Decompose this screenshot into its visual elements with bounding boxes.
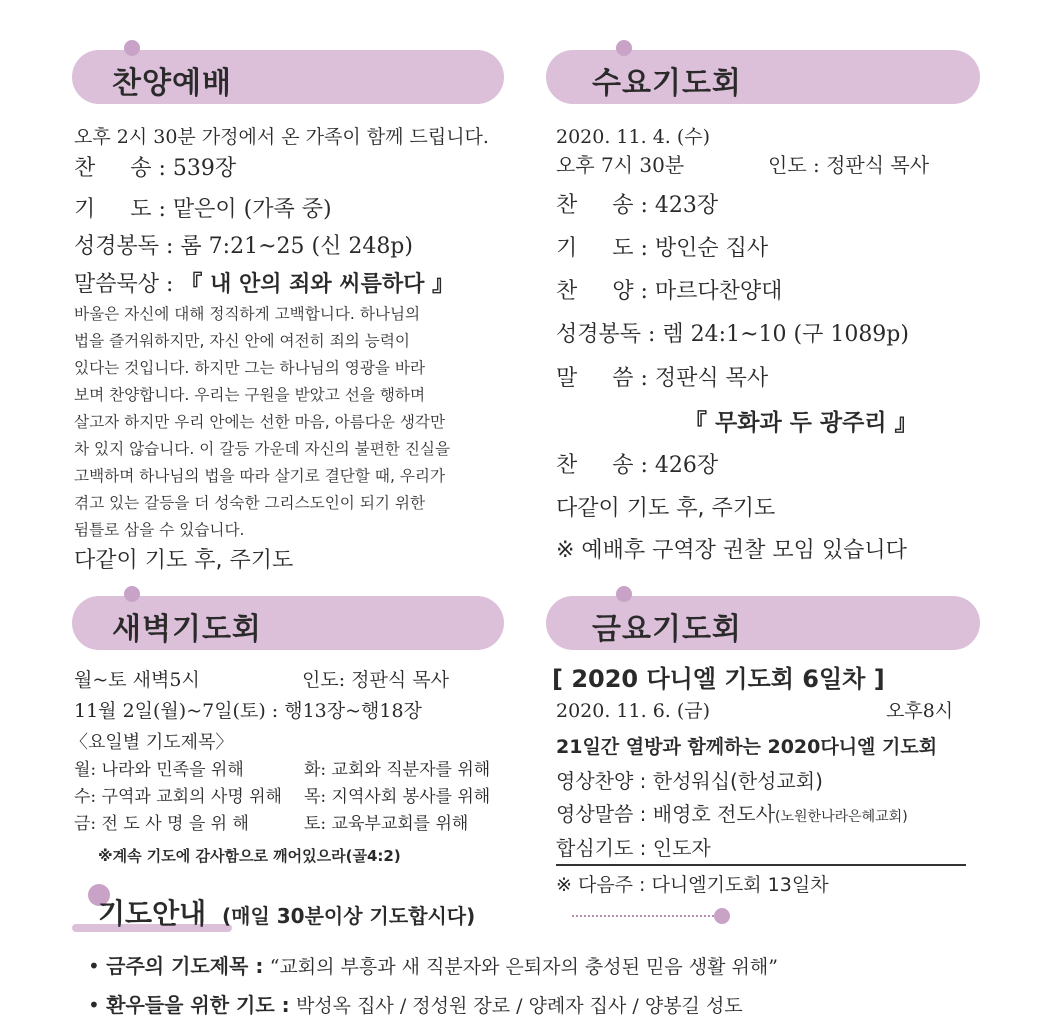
label: 합심기도 :	[556, 836, 647, 860]
wednesday-closing: 다같이 기도 후, 주기도	[556, 496, 776, 521]
worship-meditation	[74, 272, 454, 298]
paragraph-line: 보며 찬양합니다. 우리는 구원을 받았고 선을 행하며	[74, 386, 426, 404]
friday-subtitle: 21일간 열방과 함께하는 2020다니엘 기도회	[556, 736, 938, 758]
value: “교회의 부흥과 새 직분자와 은퇴자의 충성된 믿음 생활 위해”	[269, 956, 778, 978]
decoration-dot	[124, 586, 140, 602]
value: 『 내 안의 죄와 씨름하다 』	[180, 272, 454, 297]
friday-video-praise	[556, 768, 823, 794]
worship-hymn	[74, 156, 236, 182]
guide-title: 기도안내	[98, 897, 207, 930]
value: 맡은이 (가족 중)	[172, 197, 332, 222]
friday-next: ※ 다음주 : 다니엘기도회 13일차	[556, 874, 829, 896]
wednesday-scripture	[556, 322, 909, 348]
friday-unison	[556, 835, 711, 861]
dawn-leader: 인도: 정판식 목사	[302, 669, 449, 691]
wednesday-hymn2	[556, 453, 718, 479]
dawn-row-left: 월: 나라와 민족을 위해	[74, 760, 244, 780]
bullet: •	[88, 993, 100, 1017]
dawn-row-left: 수: 구역과 교회의 사명 위해	[74, 787, 282, 807]
paragraph-line: 바울은 자신에 대해 정직하게 고백합니다. 하나님의	[74, 305, 421, 323]
label: 찬 송 :	[556, 453, 648, 478]
friday-divider	[556, 864, 966, 866]
label: 기 도 :	[556, 236, 648, 261]
label: 영상찬양 :	[556, 769, 647, 793]
label: 성경봉독 :	[556, 322, 656, 347]
wednesday-date: 2020. 11. 4. (수)	[556, 126, 711, 148]
decoration-dot	[714, 908, 730, 924]
decoration-dot	[616, 40, 632, 56]
friday-video-sermon	[556, 801, 908, 830]
paragraph-line: 있다는 것입니다. 하지만 그는 하나님의 영광을 바라	[74, 359, 426, 377]
label: 성경봉독 :	[74, 234, 174, 259]
dawn-row-left: 금: 전 도 사 명 을 위 해	[74, 814, 249, 834]
value: 롬 7:21~25 (신 248p)	[180, 234, 413, 259]
wednesday-prayer	[556, 236, 768, 262]
worship-closing: 다같이 기도 후, 주기도	[74, 548, 294, 573]
value: 렘 24:1~10 (구 1089p)	[662, 322, 909, 347]
wednesday-title: 수요기도회	[592, 66, 742, 101]
paragraph-line: 살고자 하지만 우리 안에는 선한 마음, 아름다운 생각만	[74, 413, 446, 431]
dawn-range: 11월 2일(월)~7일(토) : 행13장~행18장	[74, 700, 422, 722]
guide-subtitle: (매일 30분이상 기도합시다)	[222, 904, 476, 928]
value: 배영호 전도사	[652, 802, 776, 826]
paragraph-line: 겪고 있는 갈등을 더 성숙한 그리스도인이 되기 위한	[74, 494, 426, 512]
value: 426장	[654, 453, 719, 478]
dawn-row-right: 토: 교육부교회를 위해	[304, 814, 469, 834]
guide-item	[88, 992, 743, 1019]
wednesday-praise	[556, 279, 782, 305]
worship-title: 찬양예배	[112, 66, 232, 101]
value: 박성옥 집사 / 정성원 장로 / 양례자 집사 / 양봉길 성도	[295, 995, 743, 1017]
church: (노원한나라은혜교회)	[775, 809, 908, 825]
label: 찬 양 :	[556, 279, 648, 304]
worship-scripture	[74, 234, 413, 260]
decoration-dot	[616, 586, 632, 602]
label: 환우들을 위한 기도 :	[106, 993, 290, 1017]
friday-headline: [ 2020 다니엘 기도회 6일차 ]	[552, 665, 885, 693]
label: 찬 송 :	[74, 156, 166, 181]
wednesday-sermon-title: 『 무화과 두 광주리 』	[684, 410, 918, 436]
label: 찬 송 :	[556, 193, 648, 218]
value: 방인순 집사	[654, 236, 769, 261]
value: 539장	[172, 156, 237, 181]
label: 말씀묵상 :	[74, 272, 174, 297]
label: 기 도 :	[74, 197, 166, 222]
dawn-row-right: 목: 지역사회 봉사를 위해	[304, 787, 491, 807]
value: 인도자	[652, 836, 711, 860]
label: 말 씀 :	[556, 366, 648, 391]
value: 423장	[654, 193, 719, 218]
value: 한성워십(한성교회)	[652, 769, 823, 793]
guide-dotted-line	[572, 915, 714, 917]
worship-prayer	[74, 197, 332, 223]
dawn-title: 새벽기도회	[112, 612, 262, 647]
paragraph-line: 뒴틀로 삼을 수 있습니다.	[74, 521, 245, 539]
guide-item	[88, 953, 778, 980]
friday-time: 오후8시	[886, 700, 954, 722]
dawn-schedule: 월~토 새벽5시	[74, 669, 200, 691]
friday-title: 금요기도회	[592, 612, 742, 647]
friday-date: 2020. 11. 6. (금)	[556, 700, 711, 722]
paragraph-line: 차 있지 않습니다. 이 갈등 가운데 자신의 불편한 진실을	[74, 440, 451, 458]
dawn-row-right: 화: 교회와 직분자를 위해	[304, 760, 491, 780]
wednesday-time: 오후 7시 30분	[556, 153, 685, 177]
label: 금주의 기도제목 :	[106, 954, 264, 978]
worship-paragraph	[74, 301, 510, 544]
dawn-verse: ※계속 기도에 감사함으로 깨어있으라(골4:2)	[98, 847, 401, 865]
paragraph-line: 고백하며 하나님의 법을 따라 살기로 결단할 때, 우리가	[74, 467, 446, 485]
wednesday-note: ※ 예배후 구역장 권찰 모임 있습니다	[556, 538, 907, 563]
bullet: •	[88, 954, 100, 978]
paragraph-line: 법을 즐거워하지만, 자신 안에 여전히 죄의 능력이	[74, 332, 410, 350]
value: 마르다찬양대	[654, 279, 783, 304]
dawn-subtitle: 〈요일별 기도제목〉	[70, 732, 234, 753]
wednesday-leader: 인도 : 정판식 목사	[768, 153, 930, 177]
label: 영상말씀 :	[556, 802, 647, 826]
wednesday-hymn1	[556, 193, 718, 219]
value: 정판식 목사	[654, 366, 769, 391]
decoration-dot	[124, 40, 140, 56]
wednesday-sermon	[556, 366, 768, 392]
worship-intro: 오후 2시 30분 가정에서 온 가족이 함께 드립니다.	[74, 126, 489, 148]
